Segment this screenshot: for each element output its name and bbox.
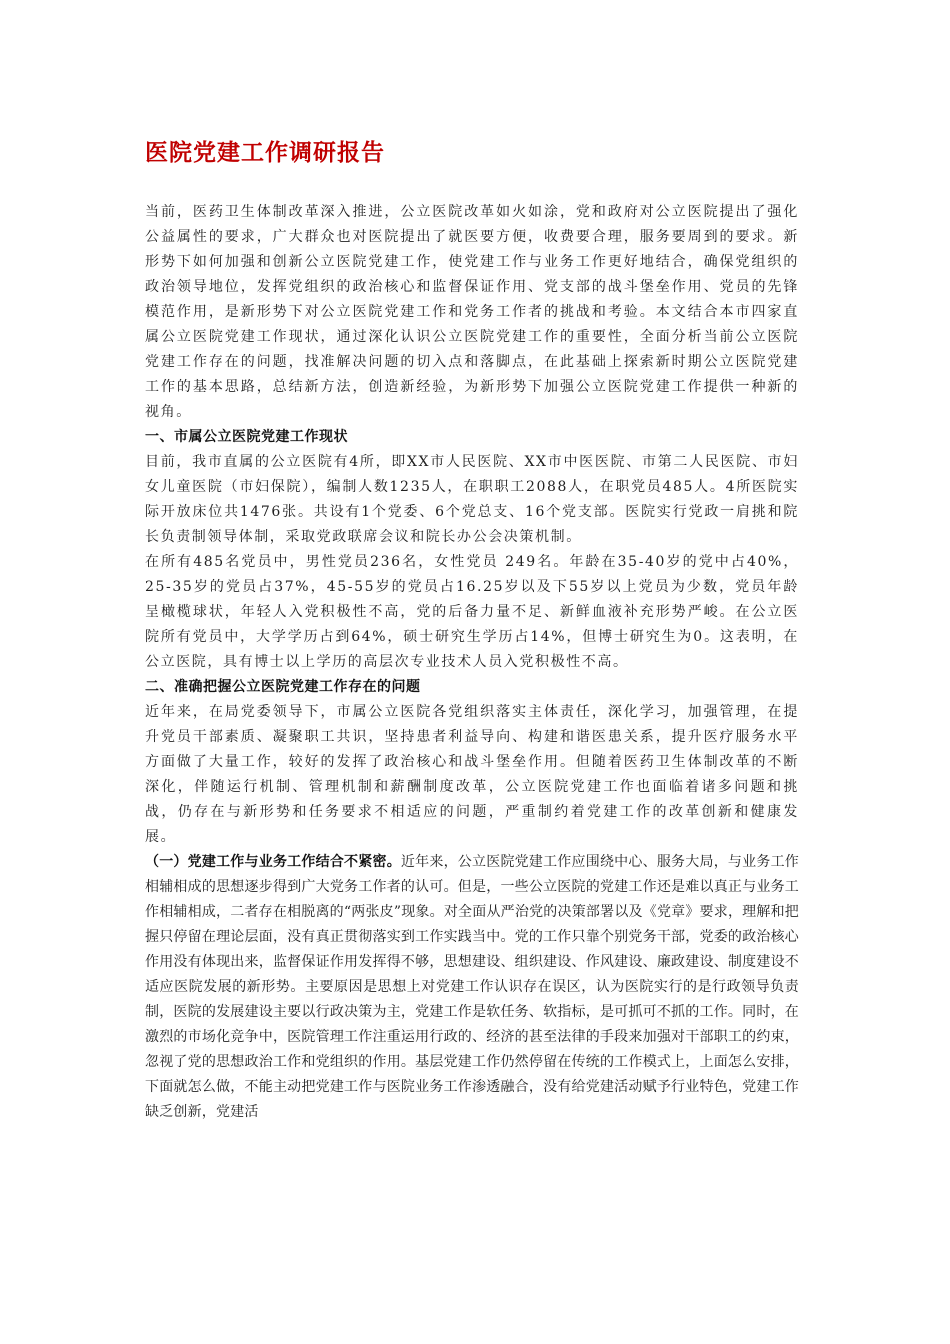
document-body <box>145 200 799 1125</box>
subsection-1-text: 近年来，公立医院党建工作应围绕中心、服务大局，与业务工作相辅相成的思想逐步得到广大党务工作者的认可。但是，一些公立医院的党建工作还是难以真正与业务工作相辅相成，二者存在相脱离的“两张皮”现象。对全面从严治党的决策部署以及《党章》要求，理解和把握只停留在理论层面，没有真正贯彻落实到工作实践当中。党的工作只靠个别党务干部，党委的政治核心作用没有体现出来，监督保证作用发挥得不够，思想建设、组织建设、作风建设、廉政建设、制度建设不适应医院发展的新形势。主要原因是思想上对党建工作认识存在误区，认为医院实行的是行政领导负责制，医院的发展建设主要以行政决策为主，党建工作是软任务、软指标，是可抓可不抓的工作。同时，在激烈的市场化竞争中，医院管理工作注重运用行政的、经济的甚至法律的手段来加强对干部职工的约束，忽视了党的思想政治工作和党组织的作用。基层党建工作仍然停留在传统的工作模式上，上面怎么安排，下面就怎么做，不能主动把党建工作与医院业务工作渗透融合，没有给党建活动赋予行业特色，党建工作缺乏创新，党建活 <box>145 854 799 1120</box>
section2-heading: 二、准确把握公立医院党建工作存在的问题 <box>145 679 421 695</box>
section2-subsection-1 <box>145 850 799 1125</box>
section1-heading: 一、市属公立医院党建工作现状 <box>145 429 348 445</box>
intro-paragraph: 当前，医药卫生体制改革深入推进，公立医院改革如火如涂，党和政府对公立医院提出了强化公益属性的要求，广大群众也对医院提出了就医要方便，收费要合理，服务要周到的要求。新形势下如何加强和创新公立医院党建工作，使党建工作与业务工作更好地结合，确保党组织的政治领导地位，发挥党组织的政治核心和监督保证作用、党支部的战斗堡垒作用、党员的先锋模范作用，是新形势下对公立医院党建工作和党务工作者的挑战和考验。本文结合本市四家直属公立医院党建工作现状，通过深化认识公立医院党建工作的重要性，全面分析当前公立医院党建工作存在的问题，找准解决问题的切入点和落脚点，在此基础上探索新时期公立医院党建工作的基本思路，总结新方法，创造新经验，为新形势下加强公立医院党建工作提供一种新的视角。 <box>145 204 799 420</box>
subsection-1-lead: （一）党建工作与业务工作结合不紧密。 <box>145 854 401 870</box>
document-title: 医院党建工作调研报告 <box>145 139 385 166</box>
section2-paragraph-1: 近年来，在局党委领导下，市属公立医院各党组织落实主体责任，深化学习，加强管理，在提升党员干部素质、凝聚职工共识，坚持患者利益导向、构建和谐医患关系，提升医疗服务水平方面做了大量工作，较好的发挥了政治核心和战斗堡垒作用。但随着医药卫生体制改革的不断深化，伴随运行机制、管理机制和薪酬制度改革，公立医院党建工作也面临着诸多问题和挑战，仍存在与新形势和任务要求不相适应的问题，严重制约着党建工作的改革创新和健康发展。 <box>145 704 799 845</box>
section1-paragraph-2: 在所有485名党员中，男性党员236名，女性党员 249名。年龄在35-40岁的党中占40%，25-35岁的党员占37%，45-55岁的党员占16.25岁以及下55岁以上党员为少数，党员年龄呈橄榄球状，年轻人入党积极性不高，党的后备力量不足、新鲜血液补充形势严峻。在公立医院所有党员中，大学学历占到64%，硕士研究生学历占14%，但博士研究生为0。这表明，在公立医院，具有博士以上学历的高层次专业技术人员入党积极性不高。 <box>145 554 799 670</box>
section1-paragraph-1: 目前，我市直属的公立医院有4所，即XX市人民医院、XX市中医医院、市第二人民医院、市妇女儿童医院（市妇保院），编制人数1235人，在职职工2088人，在职党员485人。4所医院实际开放床位共1476张。共设有1个党委、6个党总支、16个党支部。医院实行党政一肩挑和院长负责制领导体制，采取党政联席会议和院长办公会决策机制。 <box>145 454 799 545</box>
